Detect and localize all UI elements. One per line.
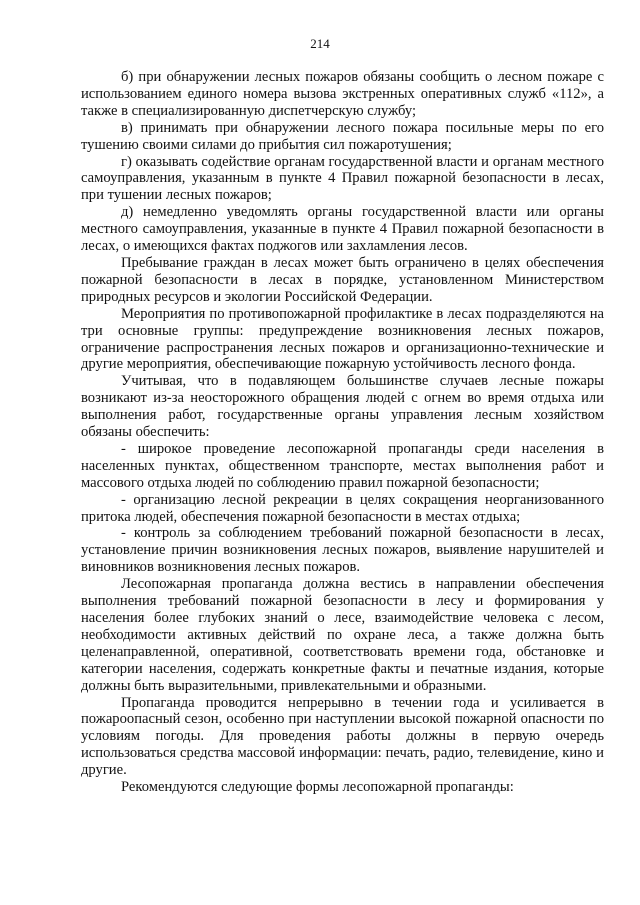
paragraph: - организацию лесной рекреации в целях сокращения неорганизованного притока людей, обеспечения пожарной безопасности в местах отдыха; [81,491,604,525]
paragraph: б) при обнаружении лесных пожаров обязаны сообщить о лесном пожаре с использованием единого номера вызова экстренных оперативных служб «112», а также в специализированную диспетчерскую службу; [81,69,604,119]
paragraph: в) принимать при обнаружении лесного пожара посильные меры по его тушению своими силами до прибытия сил пожаротушения; [81,119,604,153]
paragraph: Мероприятия по противопожарной профилактике в лесах подразделяются на три основные группы: предупреждение возникновения лесных пожаров, ограничение распространения лесных пожаров и организационно-технические и другие мероприятия, обеспечивающие пожарную устойчивость лесного фонда. [81,305,604,373]
paragraph: Пребывание граждан в лесах может быть ограничено в целях обеспечения пожарной безопасности в лесах в порядке, установленном Министерством природных ресурсов и экологии Российской Федерации. [81,254,604,305]
paragraph: Рекомендуются следующие формы лесопожарной пропаганды: [121,779,514,796]
paragraph: Лесопожарная пропаганда должна вестись в направлении обеспечения выполнения требований пожарной безопасности в лесу и формирования у населения более глубоких знаний о лесе, взаимодействие человека с лесом, необходимости активных действий по охране леса, а также должна быть целенаправленной, оперативной, соответствовать времени года, обстановке и категории населения, содержать конкретные факты и печатные издания, которые должны быть выразительными, привлекательными и образными. [81,576,604,694]
paragraph: - широкое проведение лесопожарной пропаганды среди населения в населенных пунктах, общественном транспорте, местах выполнения работ и массового отдыха людей по соблюдению правил пожарной безопасности; [81,440,604,491]
document-body [81,69,604,796]
paragraph: Учитывая, что в подавляющем большинстве случаев лесные пожары возникают из-за неосторожного обращения людей с огнем во время отдыха или выполнения работ, государственные органы управления лесным хозяйством обязаны обеспечить: [81,373,604,441]
paragraph: Пропаганда проводится непрерывно в течении года и усиливается в пожароопасный сезон, особенно при наступлении высокой пожарной опасности по условиям погоды. Для проведения работы должны в первую очередь использоваться средства массовой информации: печать, радио, телевидение, кино и другие. [81,694,604,779]
page-number: 214 [310,36,330,51]
paragraph: - контроль за соблюдением требований пожарной безопасности в лесах, установление причин возникновения лесных пожаров, выявление нарушителей и виновников возникновения лесных пожаров. [81,525,604,576]
paragraph: г) оказывать содействие органам государственной власти и органам местного самоуправления, указанным в пункте 4 Правил пожарной безопасности в лесах, при тушении лесных пожаров; [81,153,604,204]
paragraph: д) немедленно уведомлять органы государственной власти или органы местного самоуправления, указанные в пункте 4 Правил пожарной безопасности в лесах, о имеющихся фактах поджогов или захламления лесов. [81,204,604,255]
